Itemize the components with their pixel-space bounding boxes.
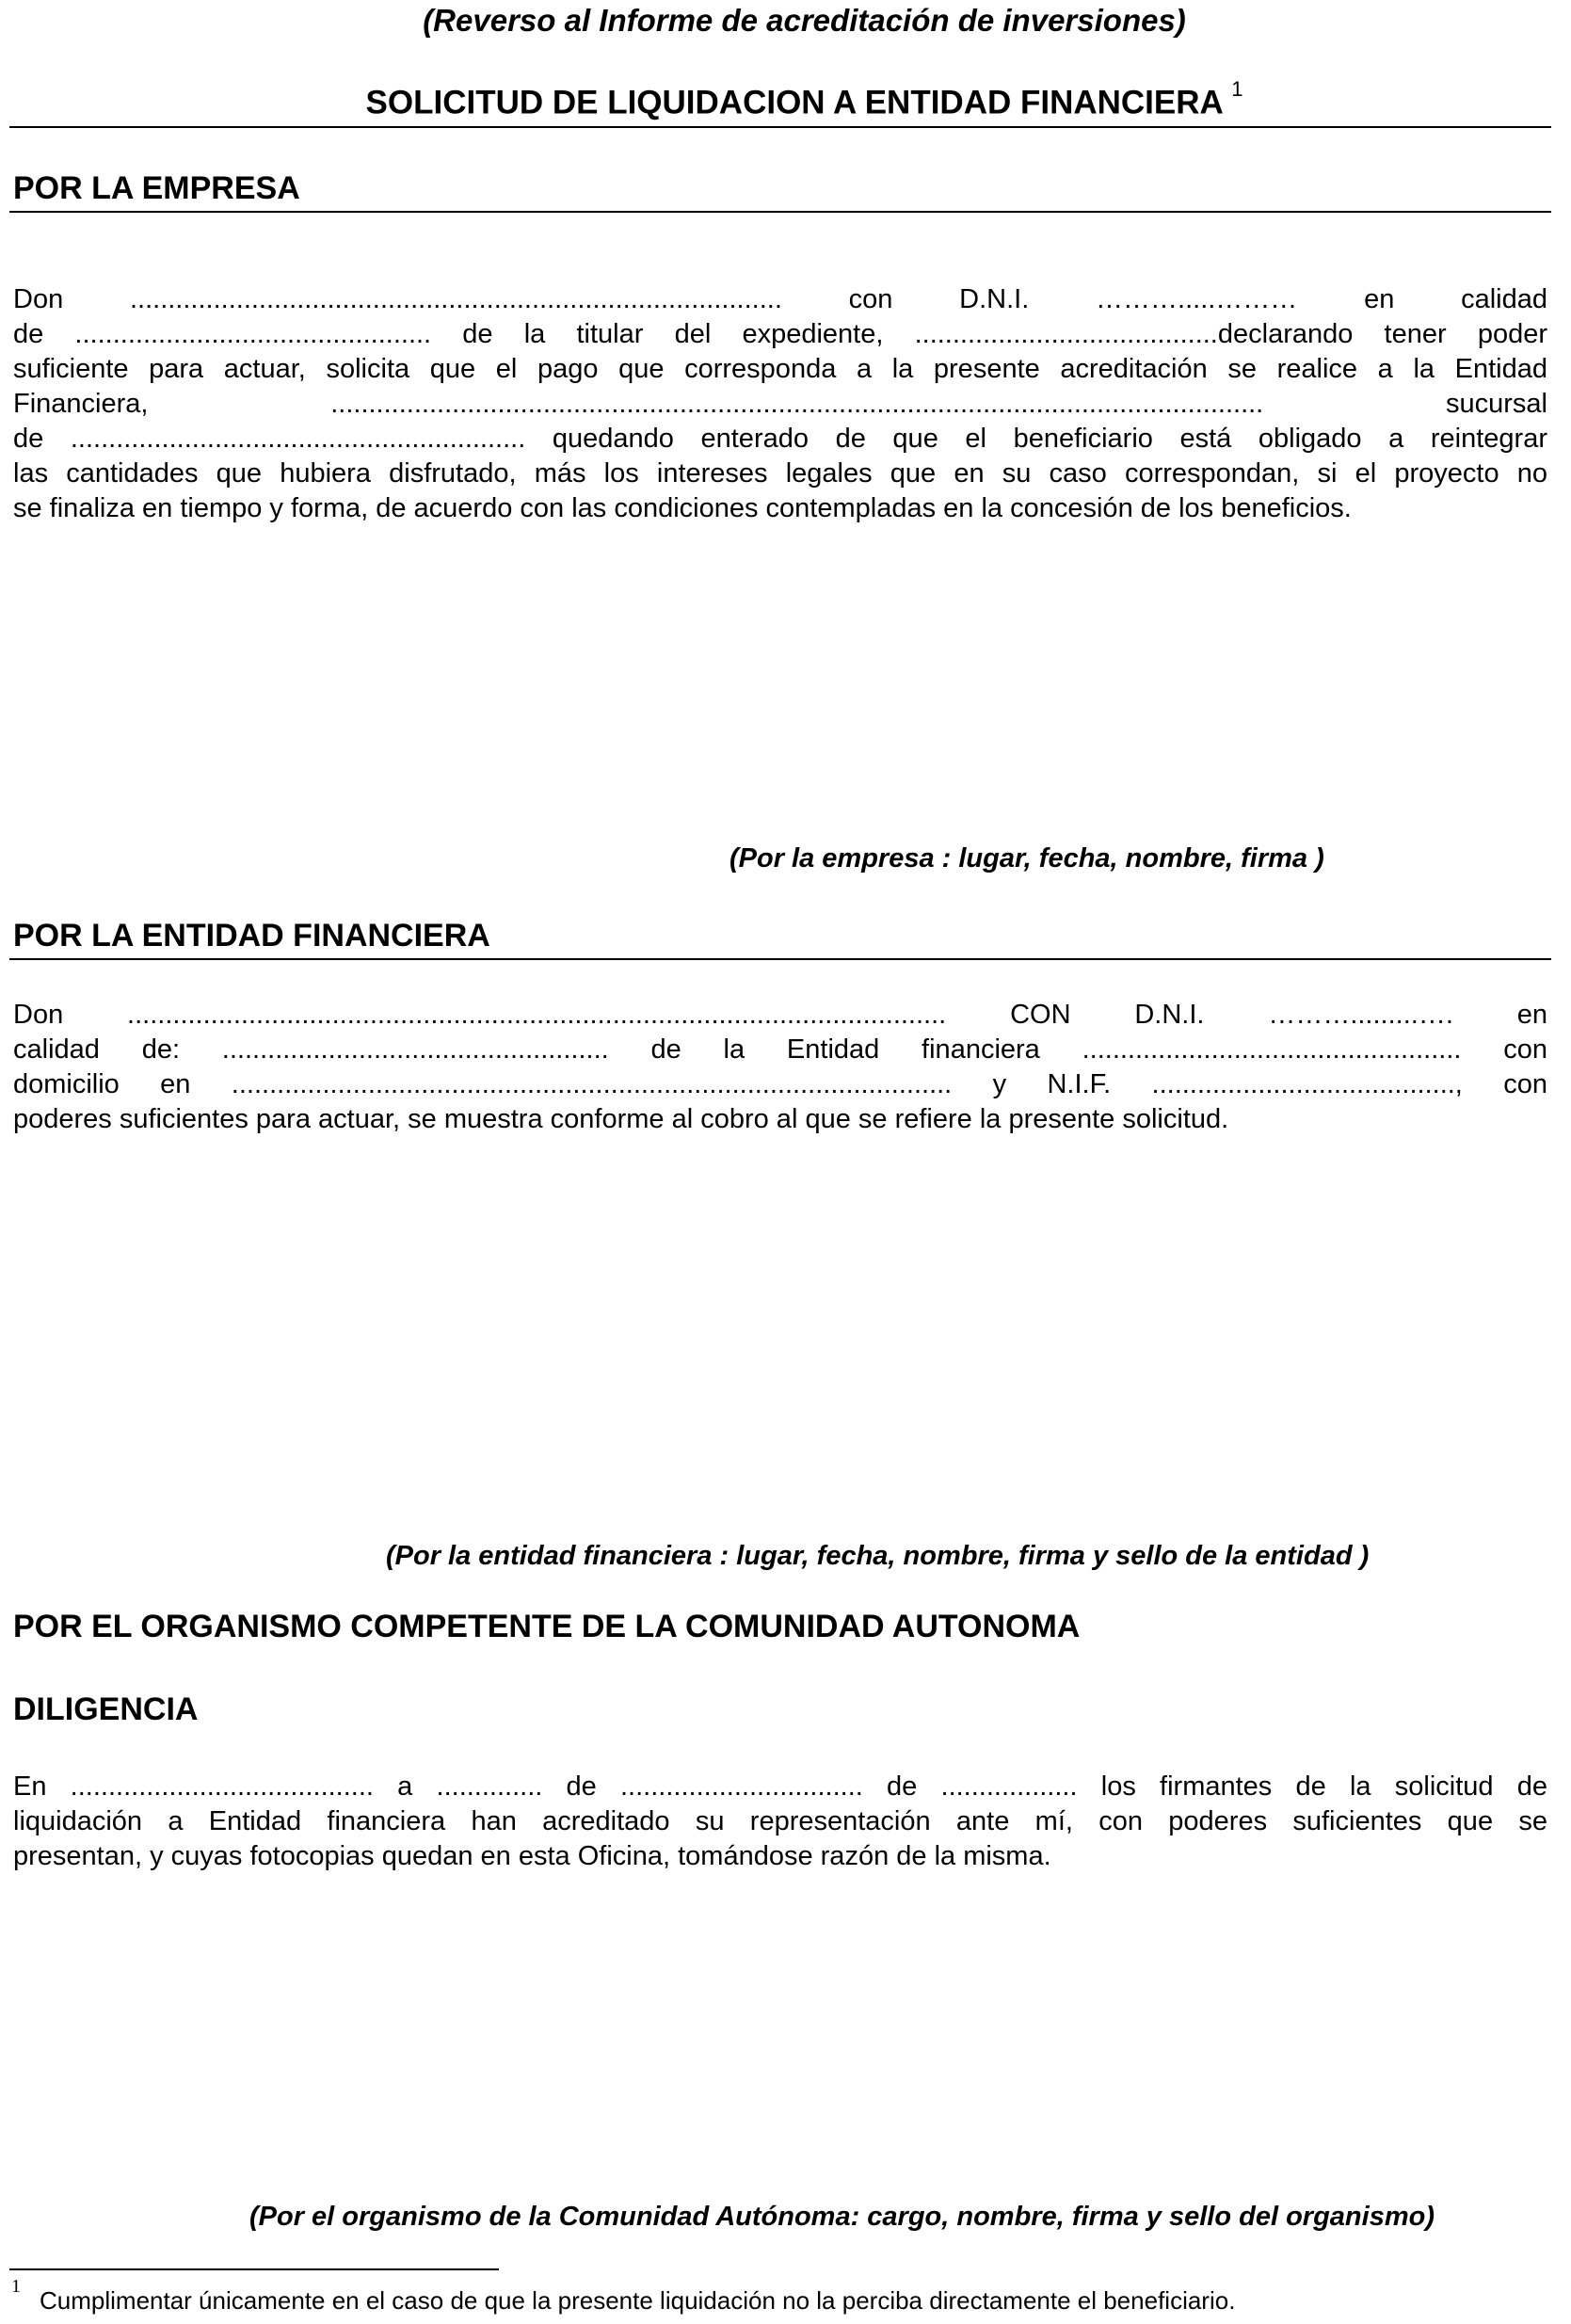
empresa-signature-note: (Por la empresa : lugar, fecha, nombre, firma ) — [729, 843, 1324, 874]
organismo-line: liquidación a Entidad financiera han acreditado su representación ante mí, con poderes suficientes que se — [13, 1806, 1547, 1836]
entidad-heading: POR LA ENTIDAD FINANCIERA — [13, 918, 490, 954]
empresa-line: Financiera, ........................................................................................................................... sucursal — [13, 389, 1547, 419]
footnote-rule — [9, 2268, 499, 2270]
entidad-line: domicilio en ............................................................................................... y N.I.F. ........................................, con — [13, 1069, 1547, 1099]
entidad-rule — [9, 958, 1551, 960]
empresa-line: de ............................................................ quedando enterado de que el beneficiario está obligado a reintegrar — [13, 424, 1547, 454]
diligencia-heading: DILIGENCIA — [13, 1691, 199, 1727]
entidad-line: poderes suficientes para actuar, se muestra conforme al cobro al que se refiere la presente solicitud. — [13, 1104, 1229, 1134]
empresa-rule — [9, 211, 1551, 213]
document-title — [0, 73, 1571, 125]
entidad-paragraph — [13, 998, 1547, 1137]
empresa-line: suficiente para actuar, solicita que el pago que corresponda a la presente acreditación se realice a la Entidad — [13, 354, 1547, 384]
title-text: SOLICITUD DE LIQUIDACION A ENTIDAD FINANCIERA — [365, 84, 1223, 121]
empresa-paragraph — [13, 282, 1547, 526]
organismo-signature-note: (Por el organismo de la Comunidad Autónoma: cargo, nombre, firma y sello del organismo) — [249, 2202, 1435, 2232]
footnote-text: Cumplimentar únicamente en el caso de que la presente liquidación no la perciba directamente el beneficiario. — [40, 2286, 1236, 2315]
footnote-mark: 1 — [11, 2276, 21, 2297]
empresa-line: de ............................................... de la titular del expediente, ........................................declarando tener poder — [13, 319, 1547, 349]
organismo-line: En ........................................ a .............. de ................................ de .................. los firmantes de la solicitud de — [13, 1771, 1547, 1802]
title-footnote-ref: 1 — [1231, 77, 1243, 101]
organismo-paragraph — [13, 1770, 1547, 1874]
empresa-line: Don ...................................................................................... con D.N.I. ……….....……… en calidad — [13, 284, 1547, 314]
entidad-line: Don ............................................................................................................ CON D.N.I. ……….........…. en — [13, 1000, 1547, 1030]
reverse-note: (Reverso al Informe de acreditación de inversiones) — [423, 3, 1186, 38]
title-rule — [9, 126, 1551, 128]
entidad-signature-note: (Por la entidad financiera : lugar, fecha, nombre, firma y sello de la entidad ) — [386, 1541, 1370, 1571]
empresa-line: las cantidades que hubiera disfrutado, más los intereses legales que en su caso correspondan, si el proyecto no — [13, 458, 1547, 489]
empresa-heading: POR LA EMPRESA — [13, 170, 300, 206]
entidad-line: calidad de: ................................................... de la Entidad financiera .................................................. con — [13, 1034, 1547, 1065]
organismo-heading: POR EL ORGANISMO COMPETENTE DE LA COMUNIDAD AUTONOMA — [13, 1609, 1081, 1644]
organismo-line: presentan, y cuyas fotocopias quedan en esta Oficina, tomándose razón de la misma. — [13, 1841, 1051, 1871]
empresa-line: se finaliza en tiempo y forma, de acuerdo con las condiciones contempladas en la concesión de los beneficios. — [13, 493, 1352, 523]
